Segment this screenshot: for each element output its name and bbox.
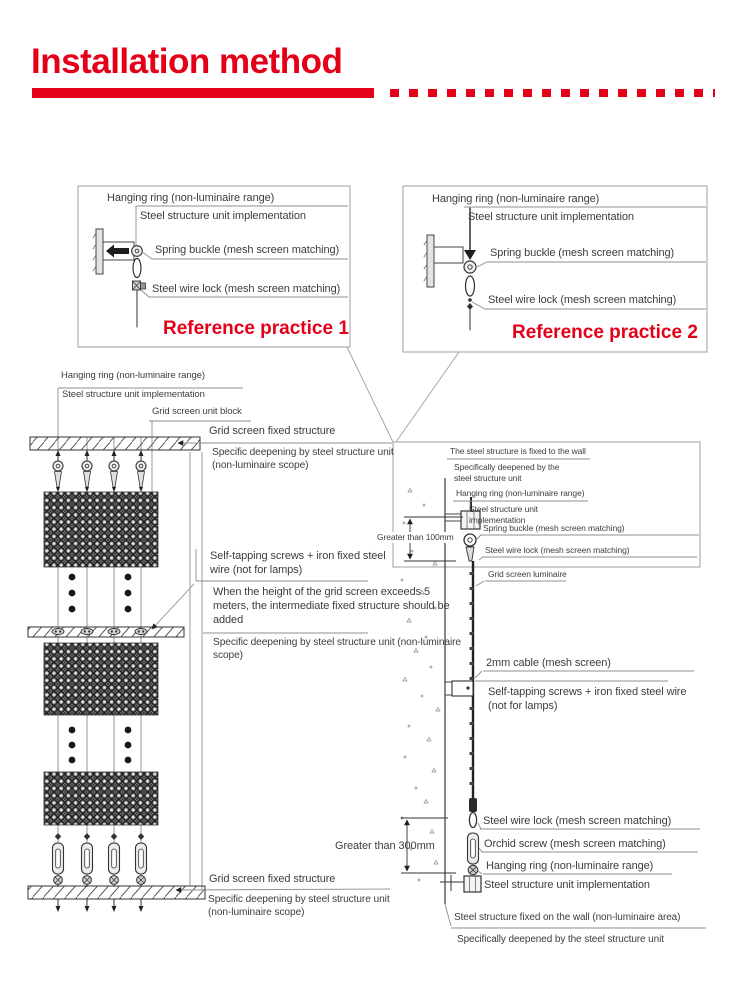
ref2-hanging-ring-label: Hanging ring (non-luminaire range) [432,193,600,205]
self-tapping-screw-detail [445,681,473,696]
right-cable-label: 2mm cable (mesh screen) [486,657,611,669]
ref2-caption: Reference practice 2 [512,322,698,343]
left-hanging-ring-label: Hanging ring (non-luminaire range) [61,370,205,381]
right-dim-300-label: Greater than 300mm [335,840,435,852]
right-spring-buckle-label: Spring buckle (mesh screen matching) [483,523,625,533]
left-fixed-structure-top-label: Grid screen fixed structure [209,425,336,437]
ref2-spring-buckle-label: Spring buckle (mesh screen matching) [490,247,675,259]
right-screws-label: Self-tapping screws + iron fixed steel wire (not for lamps) [488,686,687,713]
ref1-steel-wire-lock-label: Steel wire lock (mesh screen matching) [152,283,341,295]
right-hanging-ring-top-label: Hanging ring (non-luminaire range) [456,488,585,498]
left-deepening-bottom-label: Specific deepening by steel structure unit (non-luminaire scope) [208,894,390,919]
wall-bracket-drawing-2 [424,208,476,330]
right-wall-fixed-bottom-label: Steel structure fixed on the wall (non-luminaire area) [454,912,681,923]
mesh-screen-block-1 [44,492,158,567]
page-title: Installation method [31,42,343,81]
left-grid-unit-block-label: Grid screen unit block [152,406,242,417]
ref2-steel-structure-label: Steel structure unit implementation [468,211,634,223]
ref2-steel-wire-lock-label: Steel wire lock (mesh screen matching) [488,294,677,306]
right-deepened-top-label: Specifically deepened by the steel structure unit [454,462,560,483]
right-steel-wire-lock-bottom-label: Steel wire lock (mesh screen matching) [483,815,672,827]
ref1-spring-buckle-label: Spring buckle (mesh screen matching) [155,244,340,256]
left-fixed-structure-bottom-label: Grid screen fixed structure [209,873,336,885]
right-steel-structure-bottom-label: Steel structure unit implementation [484,879,650,891]
right-hanging-ring-bottom-label: Hanging ring (non-luminaire range) [486,860,654,872]
right-wall-fixed-top-label: The steel structure is fixed to the wall [450,446,586,456]
mesh-screen-block-2 [44,643,158,715]
ref1-hanging-ring-label: Hanging ring (non-luminaire range) [107,192,275,204]
left-deepening-mid-label: Specific deepening by steel structure unit (non-luminaire scope) [213,637,461,662]
mesh-screen-block-3 [44,772,158,825]
bottom-hanging-hardware [440,798,481,892]
right-orchid-screw-label: Orchid screw (mesh screen matching) [484,838,666,850]
leader-converge-lines [347,347,459,442]
right-steel-structure-top-label: Steel structure unit implementation [469,504,538,525]
right-deepened-bottom-label: Specifically deepened by the steel structure unit [457,934,664,945]
right-luminaire-label: Grid screen luminaire [488,569,567,579]
right-steel-wire-lock-top-label: Steel wire lock (mesh screen matching) [485,545,630,555]
left-steel-structure-label: Steel structure unit implementation [62,389,205,400]
fixed-structure-bar-top [30,437,200,450]
fixed-structure-bar-bottom [28,886,205,899]
left-screws-label: Self-tapping screws + iron fixed steel wire (not for lamps) [210,550,386,577]
left-height-note-label: When the height of the grid screen exceeds 5 meters, the intermediate fixed structure should be added [213,586,450,627]
wall-bracket-drawing-1 [93,229,146,327]
ref1-caption: Reference practice 1 [163,318,349,339]
fixed-structure-bar-middle [28,627,184,637]
left-deepening-top-label: Specific deepening by steel structure unit (non-luminaire scope) [212,447,394,472]
right-dim-100-label: Greater than 100mm [377,532,454,542]
strip-screws [470,572,474,785]
ref1-steel-structure-label: Steel structure unit implementation [140,210,306,222]
